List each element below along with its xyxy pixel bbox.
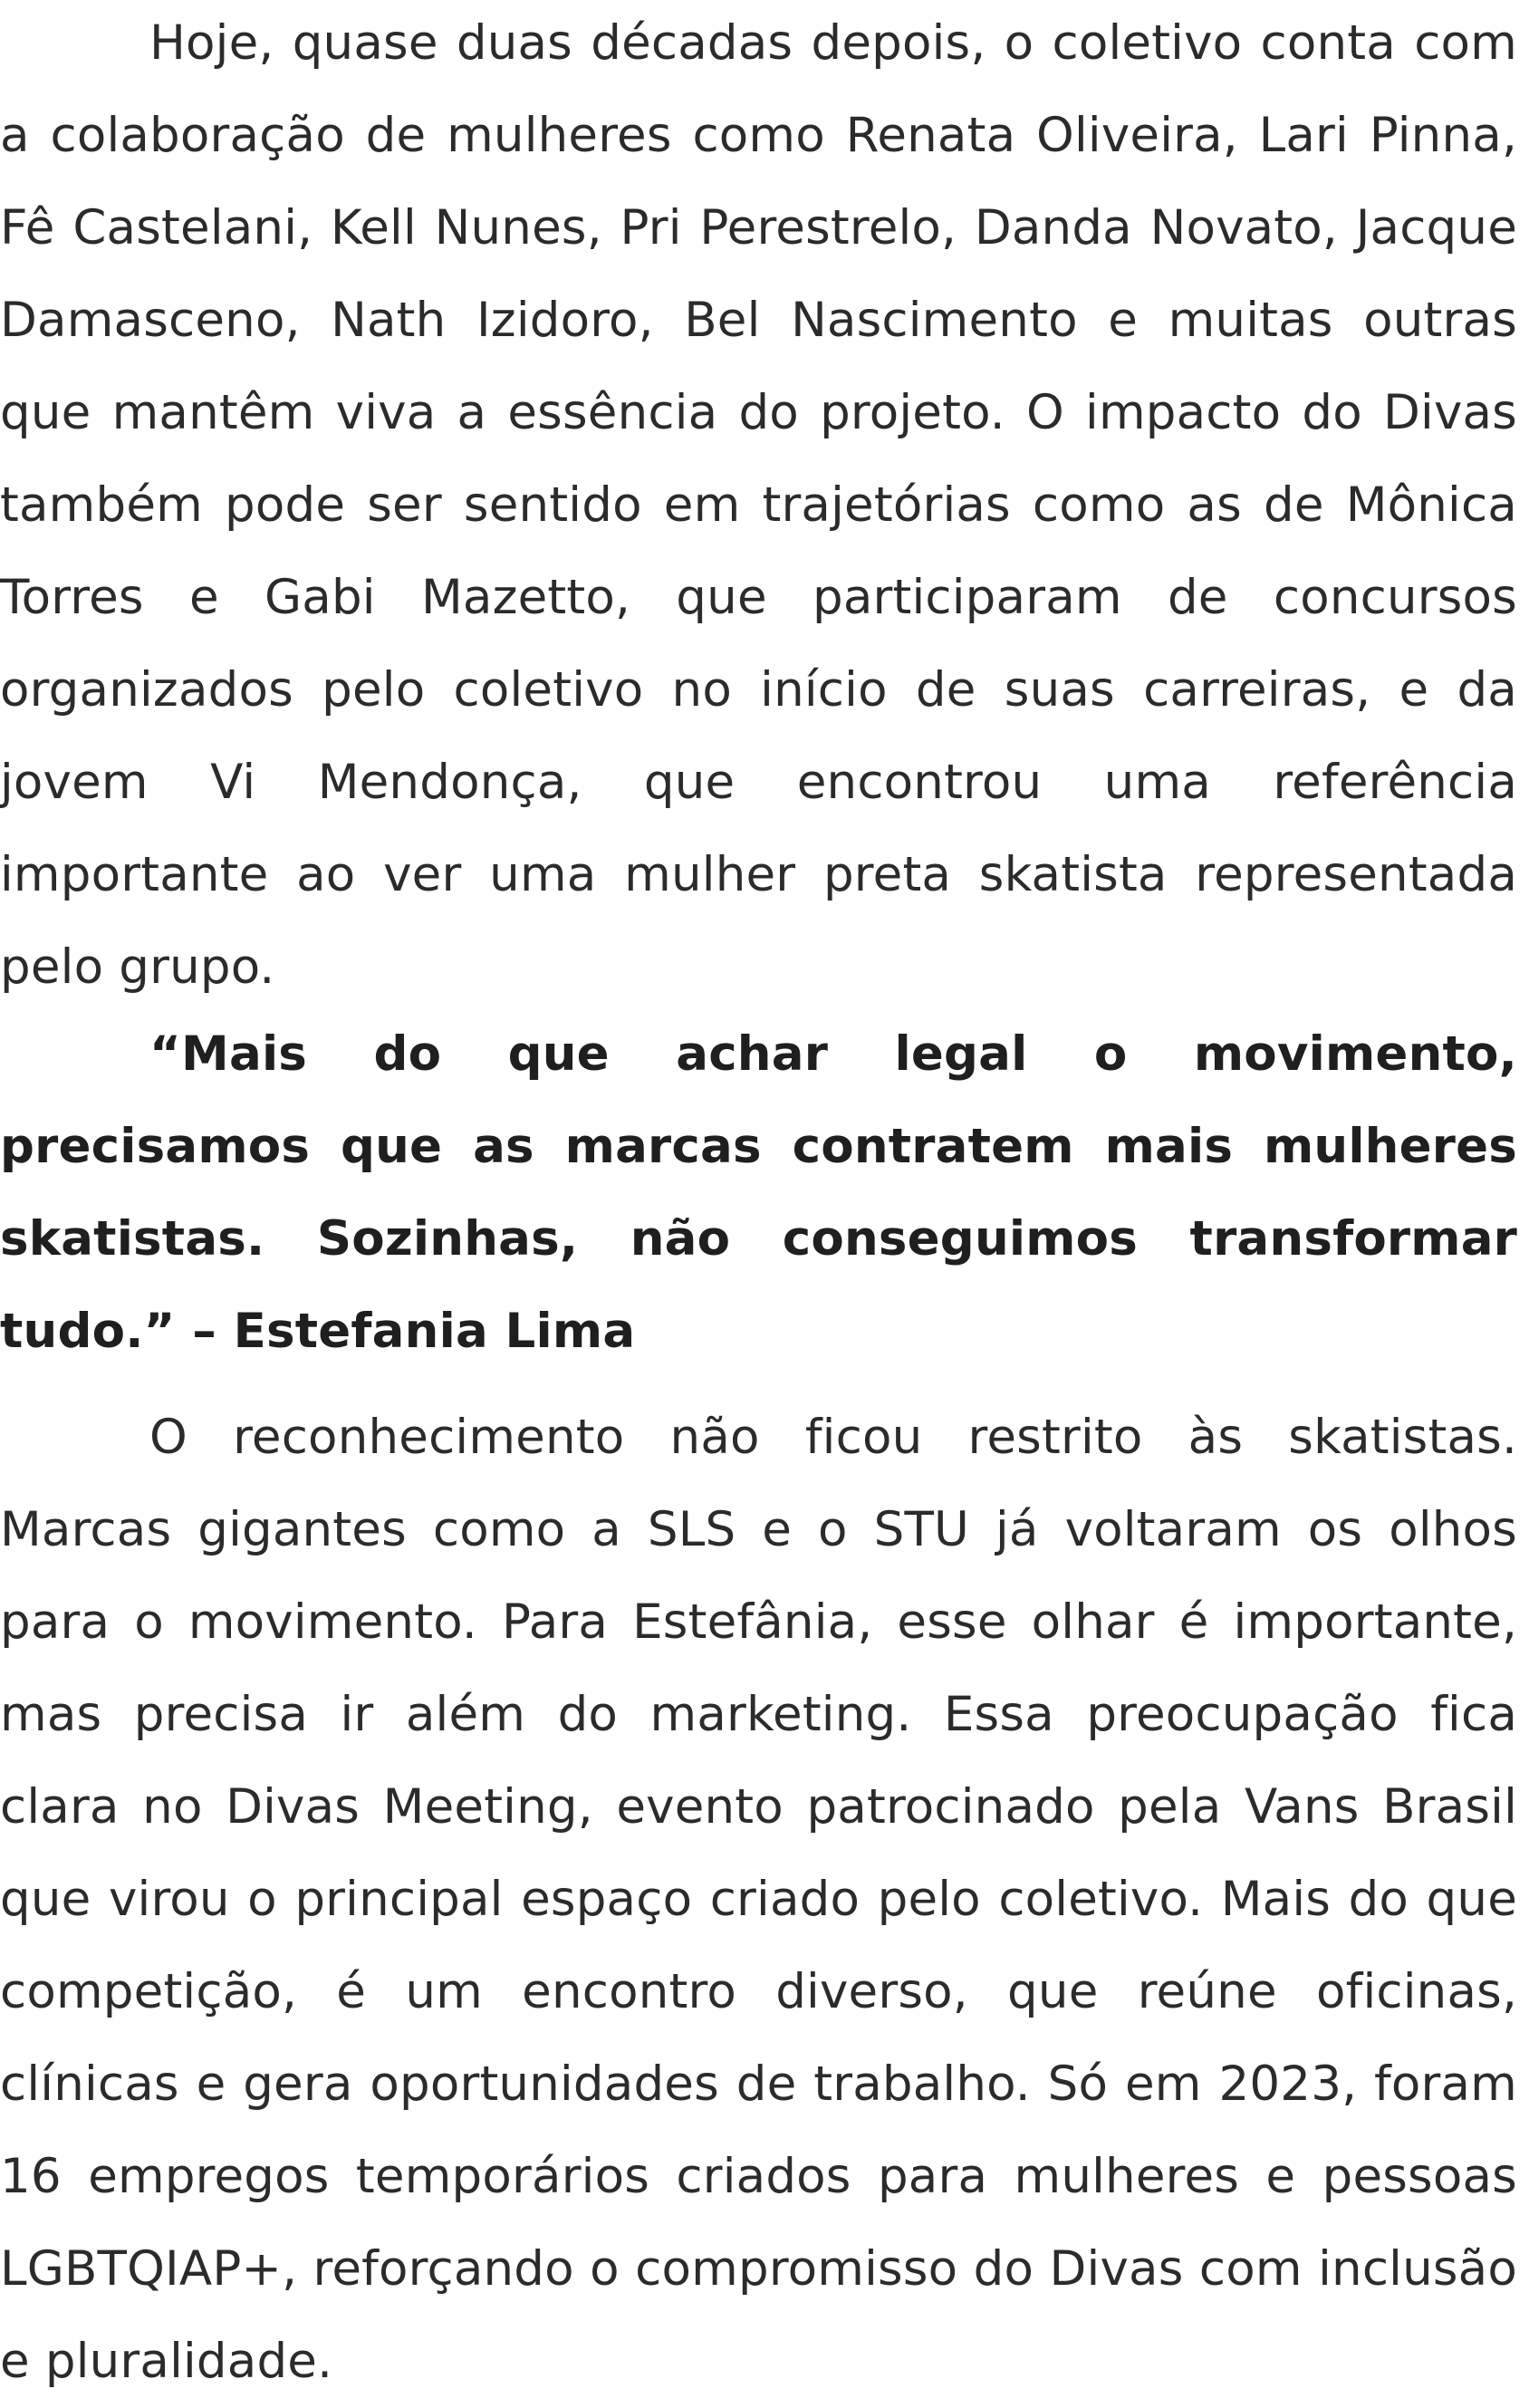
article-paragraph: Hoje, quase duas décadas depois, o coletivo conta com a colaboração de mulheres como Renata Oliveira, Lari Pinna, Fê Castelani, Kell Nunes, Pri Perestrelo, Danda Novato, Jacque Damasceno, Nath Izidoro, Bel Nascimento e muitas outras que mantêm viva a essência do projeto. O impacto do Divas também pode ser sentido em trajetórias como as de Mônica Torres e Gabi Mazetto, que participaram de concursos organizados pelo coletivo no início de suas carreiras, e da jovem Vi Mendonça, que encontrou uma referência importante ao ver uma mulher preta skatista representada pelo grupo. [0,15,1517,995]
pull-quote: “Mais do que achar legal o movimento, precisamos que as marcas contratem mais mulheres skatistas. Sozinhas, não conseguimos transformar tudo.” – Estefania Lima [0,1026,1517,1359]
article-paragraph: O reconhecimento não ficou restrito às skatistas. Marcas gigantes como a SLS e o STU já voltaram os olhos para o movimento. Para Estefânia, esse olhar é importante, mas precisa ir além do marketing. Essa preocupação fica clara no Divas Meeting, evento patrocinado pela Vans Brasil que virou o principal espaço criado pelo coletivo. Mais do que competição, é um encontro diverso, que reúne oficinas, clínicas e gera oportunidades de trabalho. Só em 2023, foram 16 empregos temporários criados para mulheres e pessoas LGBTQIAP+, reforçando o compromisso do Divas com inclusão e pluralidade. [0,1410,1517,2389]
